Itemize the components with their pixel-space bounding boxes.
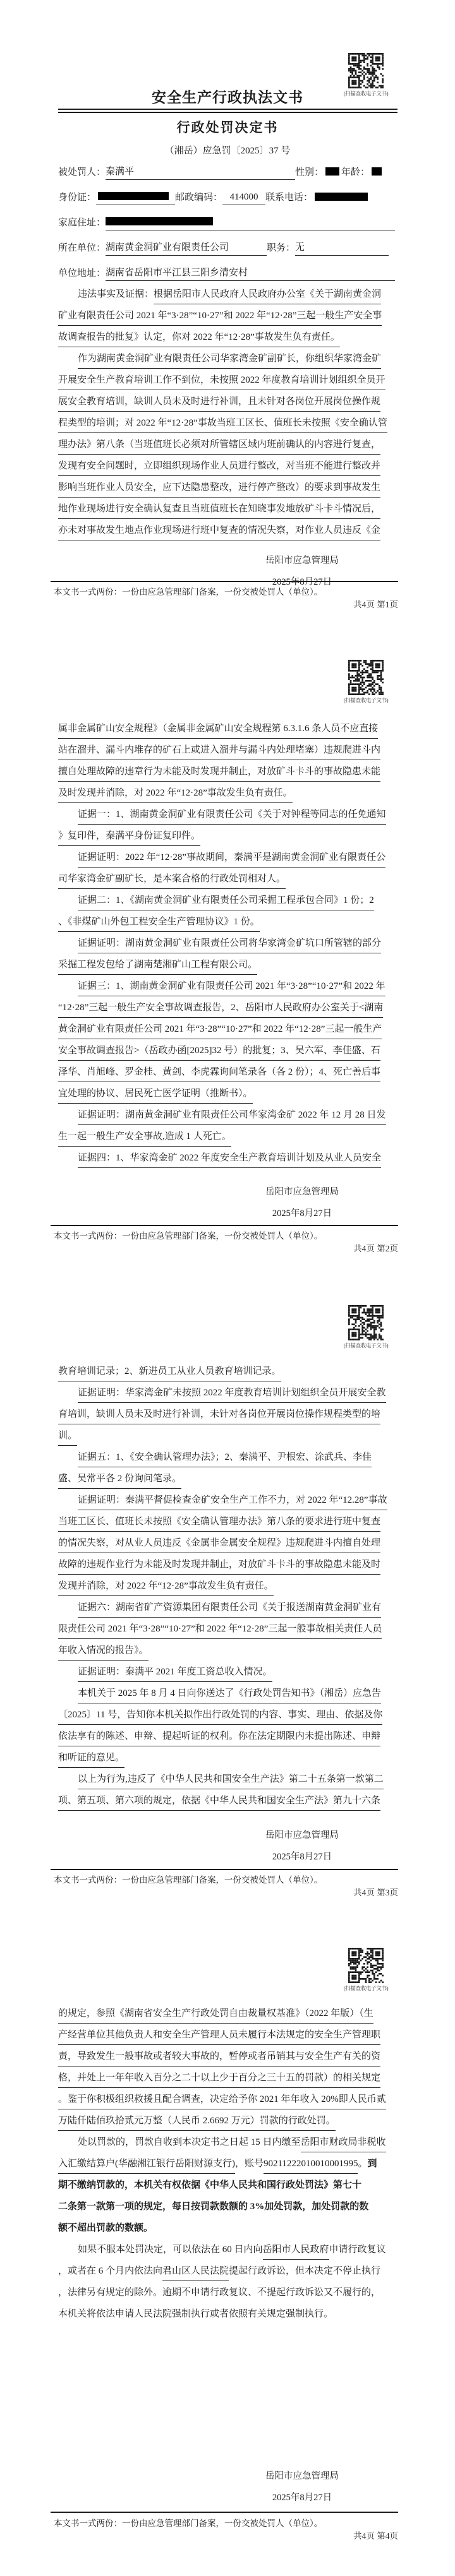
postal-code-value: 414000 bbox=[222, 189, 265, 205]
agency-signature: 岳阳市应急管理局 bbox=[265, 556, 339, 566]
body-line: 违法事实及证据：根据岳阳市人民政府人民政府办公室《关于湖南黄金洞 bbox=[58, 285, 397, 307]
age-label: 年龄： bbox=[341, 167, 370, 177]
redacted-age bbox=[372, 167, 382, 176]
footer-note: 本文书一式两份：一份由应急管理部门备案，一份交被处罚人（单位）。 bbox=[54, 1875, 323, 1885]
body-line: 矿业有限责任公司 2021 年“3·28”“10·27”和 2022 年“12·28”三起一般生产安全事 bbox=[58, 307, 397, 328]
body-line: 的规定，参照《湖南省安全生产行政处罚自由裁量权基准》（2022 年版）（生 bbox=[58, 2005, 397, 2026]
body-line: 证据证明：华家湾金矿未按照 2022 年度教育培训计划组织全员开展安全教 bbox=[58, 1384, 397, 1405]
body-line: 证据一：1、湖南黄金洞矿业有限责任公司《关于对钟程等同志的任免通知 bbox=[58, 806, 397, 827]
form-row-org-address bbox=[58, 265, 397, 284]
page-indicator: 共4页 第4页 bbox=[353, 2531, 398, 2541]
signature-date: 2025年8月27日 bbox=[272, 2493, 332, 2503]
body-line: 理办法》第八条（当班值班长必须对所管辖区域内班前确认的内容进行复查， bbox=[58, 436, 397, 457]
body-line: “12·28”三起一般生产安全事故调查报告，2、岳阳市人民政府办公室关于<湖南 bbox=[58, 999, 397, 1020]
duty-value: 无 bbox=[295, 240, 389, 256]
org-address-value: 湖南省岳阳市平江县三阳乡清安村 bbox=[106, 265, 395, 281]
page-1 bbox=[0, 0, 455, 644]
body-line: 和听证的意见。 bbox=[58, 1749, 397, 1770]
body-line: 限责任公司 2021 年“3·28”“10·27”和 2022 年“12·28”三起一般事故相关责任人员 bbox=[58, 1620, 397, 1642]
body-line: 〔2025〕11 号，告知你本机关拟作出行政处罚的内容、事实、理由、依据及你 bbox=[58, 1706, 397, 1727]
body-line: 发现有安全问题时，立即组织现场作业人员进行整改，对当班不能进行整改并 bbox=[58, 457, 397, 479]
body-line: 证据证明：2022 年“12·28”事故期间，秦满平是湖南黄金洞矿业有限责任公 bbox=[58, 849, 397, 870]
body-line: 证据证明：秦满平督促检查金矿安全生产工作不力，对 2022 年“12.28”事故 bbox=[58, 1491, 397, 1513]
qr-caption: (扫描查收电子文书) bbox=[343, 1342, 389, 1349]
qr-code-icon bbox=[348, 1305, 384, 1340]
redacted-gender bbox=[325, 167, 339, 176]
org-value: 湖南黄金洞矿业有限责任公司 bbox=[106, 240, 267, 256]
qr-code-icon bbox=[348, 53, 384, 88]
redacted-phone bbox=[315, 193, 368, 201]
body-line: 采掘工程发包给了湖南楚湘矿山工程有限公司。 bbox=[58, 956, 397, 977]
body-line: 盛、吴常平各 2 份询问笔录。 bbox=[58, 1470, 397, 1491]
body-line: 本机关将依法申请人民法院强制执行或者依照有关规定强制执行。 bbox=[58, 2309, 334, 2319]
footer-note: 本文书一式两份：一份由应急管理部门备案，一份交被处罚人（单位）。 bbox=[54, 587, 323, 597]
body-line: 故调查报告的批复》认定，你对 2022 年“12·28”事故发生负有责任。 bbox=[58, 328, 397, 350]
body-line: 及时发现并消除，对 2022 年“12·28”事故发生负有责任。 bbox=[58, 784, 397, 806]
penalized-person-label: 被处罚人： bbox=[58, 167, 106, 177]
body-line: 项、第五项、第六项的规定，依据《中华人民共和国安全生产法》第九十六条 bbox=[58, 1792, 397, 1813]
body-line: 当班工区长、值班长未按照《安全确认管理办法》第八条的要求进行班中复查 bbox=[58, 1513, 397, 1534]
doc-number: （湘岳）应急罚〔2025〕37 号 bbox=[164, 146, 291, 156]
body-line: 证据二：1、《湖南黄金洞矿业有限责任公司采掘工程承包合同》1 份；2 bbox=[58, 891, 397, 913]
body-line: 开展安全生产教育培训工作不到位，未按照 2022 年度教育培训计划组织全员开 bbox=[58, 371, 397, 393]
body-text bbox=[58, 720, 397, 1171]
footer-divider bbox=[51, 581, 398, 582]
body-line: 展安全教育培训，缺训人员未及时进行补训，且未针对各岗位开展岗位操作规 bbox=[58, 393, 397, 414]
body-line: 影响当班作业人员安全，应下达隐患整改，进行停产整改）的要求到事故发生 bbox=[58, 479, 397, 500]
signature-date: 2025年8月27日 bbox=[272, 1852, 332, 1862]
signature-block bbox=[245, 1828, 359, 1863]
body-line: 安全事故调查报告>（岳政办函[2025]32 号）的批复；3、吴六军、李佳盛、石 bbox=[58, 1042, 397, 1063]
phone-label: 联系电话： bbox=[265, 193, 313, 203]
body-line: 证据三：1、湖南黄金洞矿业有限责任公司 2021 年“3·28”“10·27”和 2022 年 bbox=[58, 977, 397, 999]
org-label: 所在单位： bbox=[58, 243, 106, 253]
form-row-penalized bbox=[58, 164, 397, 183]
body-text bbox=[58, 2005, 397, 2327]
form-row-org bbox=[58, 240, 397, 259]
id-card-label: 身份证： bbox=[58, 193, 97, 203]
body-line: ，法律另有规定的除外。逾期不申请行政复议、不提起行政诉讼又不履行的， bbox=[58, 2287, 381, 2298]
body-line: 万陆仟陆佰玖拾贰元万整（人民币 2.6692 万元）罚款的行政处罚。 bbox=[58, 2112, 397, 2133]
body-line: 程类型的培训；对 2022 年“12·28”事故当班工区长、值班长未按照《安全确认管 bbox=[58, 414, 397, 436]
duty-label: 职务： bbox=[267, 243, 296, 253]
body-line: 站在溜井、漏斗内堆存的矿石上或进入溜井与漏斗内处理堵塞）违规爬进斗内 bbox=[58, 741, 397, 763]
signature-block bbox=[245, 553, 359, 588]
footer-divider bbox=[51, 2512, 398, 2513]
body-line: 司华家湾金矿副矿长，是本案合格的行政处罚相对人。 bbox=[58, 870, 397, 891]
body-line: 以上为行为,违反了《中华人民共和国安全生产法》第二十五条第一款第二 bbox=[58, 1770, 397, 1792]
body-line: 产经营单位其他负责人和安全生产管理人员未履行本法规定的安全生产管理职 bbox=[58, 2026, 397, 2048]
body-line: 额不超出罚款的数额。 bbox=[58, 2223, 154, 2233]
qr-code-icon bbox=[348, 1948, 384, 1983]
form-row-home-address bbox=[58, 215, 397, 234]
body-line: ，或者在 6 个月内依法向君山区人民法院提起行政诉讼，但本决定不停止执行 bbox=[58, 2262, 397, 2284]
body-line: 擅自处理故障的违章行为未能及时发现并制止，对放矿斗卡斗的事故隐患未能 bbox=[58, 763, 397, 784]
penalized-person-value: 秦满平 bbox=[106, 164, 295, 180]
qr-caption: (扫描查收电子文书) bbox=[343, 90, 389, 97]
signature-block bbox=[245, 2469, 359, 2503]
home-address-value bbox=[106, 215, 395, 230]
gender-label: 性别： bbox=[295, 167, 324, 177]
qr-caption: (扫描查收电子文书) bbox=[343, 697, 389, 703]
page-indicator: 共4页 第2页 bbox=[353, 1244, 398, 1253]
signature-date: 2025年8月27日 bbox=[272, 1208, 332, 1219]
body-line: 故障的违规作业行为未能及时发现并制止，对放矿斗卡斗的事故隐患未能及时 bbox=[58, 1556, 397, 1577]
postal-code-label: 邮政编码： bbox=[175, 193, 223, 203]
body-text bbox=[58, 1363, 397, 1813]
qr-caption: (扫描查收电子文书) bbox=[343, 1985, 389, 1991]
qr-block bbox=[342, 660, 390, 704]
qr-block bbox=[342, 1305, 390, 1349]
form-row-id bbox=[58, 189, 397, 208]
body-line: 亦未对事故发生地点作业现场进行班中复查的情况失察，对作业人员违反《金 bbox=[58, 522, 397, 543]
body-line: 》复印件，秦满平身份证复印件。 bbox=[58, 827, 397, 849]
body-text bbox=[58, 285, 397, 543]
footer-note: 本文书一式两份：一份由应急管理部门备案，一份交被处罚人（单位）。 bbox=[54, 1231, 323, 1241]
body-line: 证据四：1、华家湾金矿 2022 年度安全生产教育培训计划及从业人员安全 bbox=[58, 1149, 397, 1171]
body-line: 期不缴纳罚款的，本机关有权依据《中华人民共和国行政处罚法》第七十 bbox=[58, 2180, 362, 2190]
body-line: 入汇缴结算户(华融湘江银行岳阳财源支行)，账号90211222010010001995。到 bbox=[58, 2155, 397, 2176]
page-4 bbox=[0, 1932, 455, 2576]
body-line: 训。 bbox=[58, 1427, 397, 1448]
qr-code-icon bbox=[348, 660, 384, 695]
body-line: 本机关于 2025 年 8 月 4 日向你送达了《行政处罚告知书》（湘岳）应急告 bbox=[58, 1685, 397, 1706]
page-2 bbox=[0, 644, 455, 1288]
body-line: 责，导致发生一般事故或者较大事故的，暂停或者吊销其与安全生产有关的资 bbox=[58, 2048, 397, 2069]
body-line: 二条第一款第一项的规定，每日按罚款数额的 3%加处罚款，加处罚款的数 bbox=[58, 2202, 369, 2212]
body-line: 宜处理的协议、居民死亡医学证明（推断书）。 bbox=[58, 1085, 397, 1106]
footer-divider bbox=[51, 1869, 398, 1870]
doc-title: 行政处罚决定书 bbox=[176, 120, 279, 135]
agency-signature: 岳阳市应急管理局 bbox=[265, 1187, 339, 1197]
body-line: 教育培训记录；2、新进员工从业人员教育培训记录。 bbox=[58, 1363, 397, 1384]
body-line: 格，并处上一年年收入百分之二十以上少于百分之三十五的罚款）的相关规定 bbox=[58, 2069, 397, 2090]
body-line: 年收入情况的报告》。 bbox=[58, 1642, 397, 1663]
redacted-id-card bbox=[98, 192, 169, 200]
body-line: 属非金属矿山安全规程》（金属非金属矿山安全规程第 6.3.1.6 条人员不应直接 bbox=[58, 720, 397, 741]
doc-type-title: 安全生产行政执法文书 bbox=[152, 90, 303, 105]
body-line: 育培训，缺训人员未及时进行补训，未针对各岗位开展岗位操作规程类型的培 bbox=[58, 1405, 397, 1427]
body-line: 地作业现场进行安全确认复查且当班值班长在知晓事发地放矿斗卡斗情况后， bbox=[58, 500, 397, 522]
page-indicator: 共4页 第1页 bbox=[353, 600, 398, 609]
body-line: 的情况失察，对从业人员违反《金属非金属安全规程》违规爬进斗内擅自处理 bbox=[58, 1534, 397, 1556]
page-3 bbox=[0, 1288, 455, 1932]
redacted-home-address bbox=[106, 217, 213, 225]
body-line: 依法享有的陈述、申辩、提起听证的权利。你在法定期限内未提出陈述、申辩 bbox=[58, 1727, 397, 1749]
id-card-value bbox=[96, 189, 175, 205]
footer-divider bbox=[51, 1225, 398, 1226]
home-address-label: 家庭住址： bbox=[58, 218, 106, 228]
body-line: 作为湖南黄金洞矿业有限责任公司华家湾金矿副矿长，你组织华家湾金矿 bbox=[58, 350, 397, 371]
qr-block bbox=[342, 1948, 390, 1992]
body-line: 。鉴于你积极组织救援且配合调查，决定给予你 2021 年年收入 20%即人民币贰 bbox=[58, 2090, 397, 2112]
body-line: 生一起一般生产安全事故,造成 1 人死亡。 bbox=[58, 1128, 397, 1149]
body-line: 证据六：湖南省矿产资源集团有限责任公司《关于报送湖南黄金洞矿业有 bbox=[58, 1599, 397, 1620]
agency-signature: 岳阳市应急管理局 bbox=[265, 2471, 339, 2481]
signature-date: 2025年8月27日 bbox=[272, 577, 332, 587]
body-line: 证据证明：湖南黄金洞矿业有限责任公司将华家湾金矿坑口所管辖的部分 bbox=[58, 934, 397, 956]
body-line: 证据证明：秦满平 2021 年度工资总收入情况。 bbox=[58, 1663, 397, 1685]
body-line: 处以罚款的，罚款自收到本决定书之日起 15 日内缴至岳阳市财政局非税收 bbox=[58, 2133, 397, 2155]
page-indicator: 共4页 第3页 bbox=[353, 1888, 398, 1897]
body-line: 证据五：1、《安全确认管理办法》；2、秦满平、尹根宏、涂武兵、李佳 bbox=[58, 1448, 397, 1470]
body-line: 发现并消除，对 2022 年“12·28”事故发生负有责任。 bbox=[58, 1577, 397, 1599]
body-line: 证据证明：湖南黄金洞矿业有限责任公司华家湾金矿 2022 年 12 月 28 日发 bbox=[58, 1106, 397, 1128]
org-address-label: 单位地址： bbox=[58, 268, 106, 278]
agency-signature: 岳阳市应急管理局 bbox=[265, 1830, 339, 1840]
title-separator bbox=[58, 109, 397, 113]
footer-note: 本文书一式两份：一份由应急管理部门备案，一份交被处罚人（单位）。 bbox=[54, 2519, 323, 2528]
signature-block bbox=[245, 1184, 359, 1219]
body-line: 黄金洞矿业有限责任公司 2021 年“3·28”“10·27”和 2022 年“12·28”三起一般生产 bbox=[58, 1020, 397, 1042]
body-line: 、《非煤矿山外包工程安全生产管理协议》1 份。 bbox=[58, 913, 397, 934]
body-line: 如果不服本处罚决定，可以依法在 60 日内向岳阳市人民政府申请行政复议 bbox=[58, 2241, 397, 2262]
body-line: 泽华、肖旭峰、罗金桂、黄剑、李虎霖询问笔录各（各 2 份）；4、死亡善后事 bbox=[58, 1063, 397, 1085]
